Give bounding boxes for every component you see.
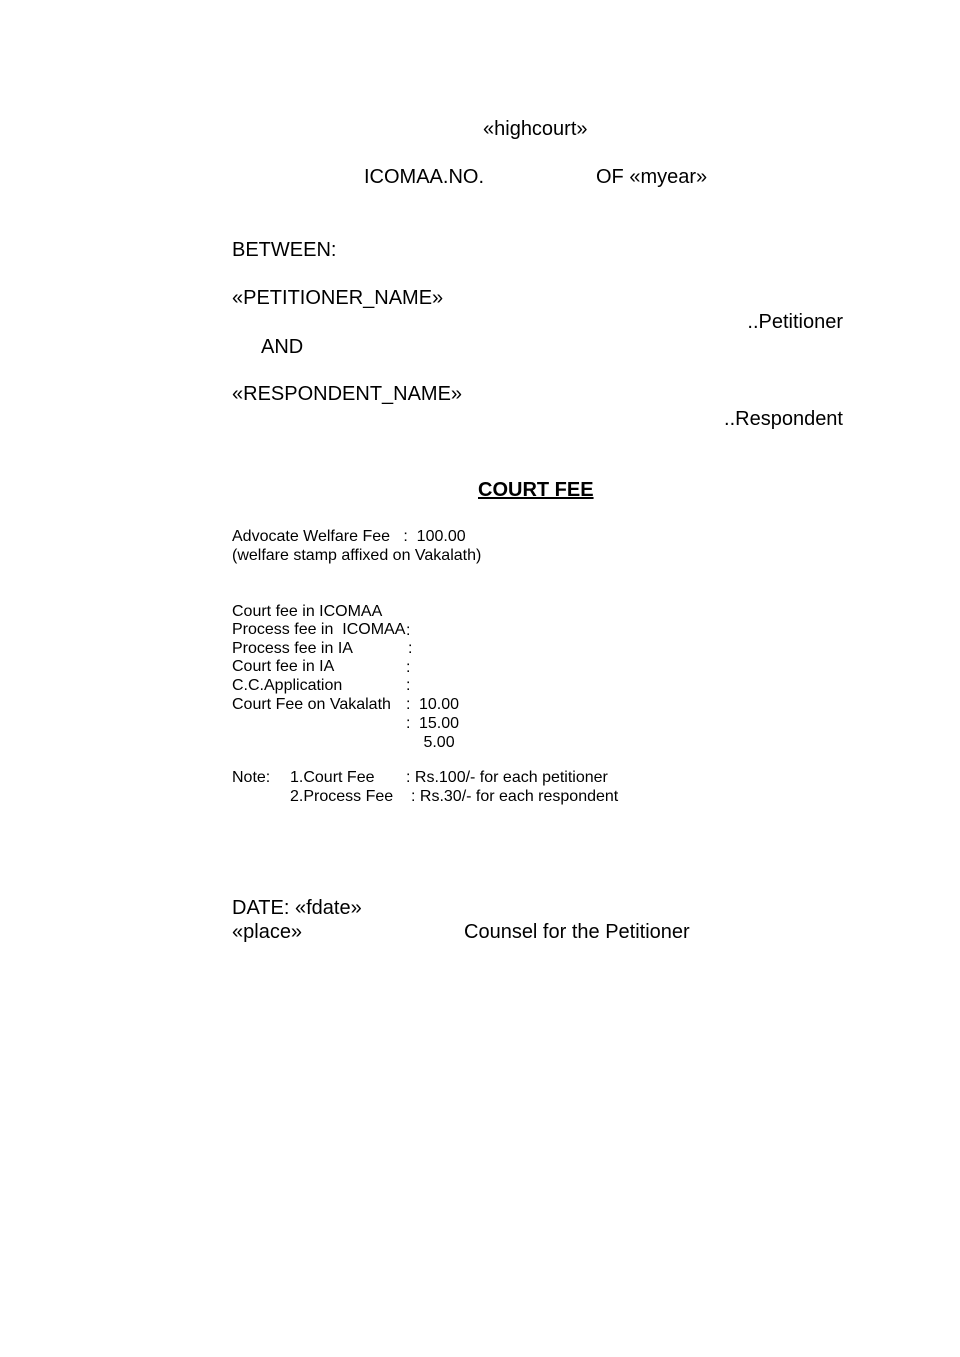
fee-label: Process fee in ICOMAA	[232, 621, 406, 638]
fee-label: Court fee in ICOMAA	[232, 603, 383, 620]
note-item-process-fee: 2.Process Fee	[290, 788, 394, 805]
fee-label: Process fee in IA	[232, 640, 353, 657]
fee-separator: :	[406, 622, 411, 639]
fee-value: 5.00	[419, 734, 455, 751]
fee-separator: :	[406, 677, 411, 694]
petitioner-role: ..Petitioner	[747, 311, 843, 333]
between-label: BETWEEN:	[232, 239, 337, 261]
petitioner-name: «PETITIONER_NAME»	[232, 287, 444, 309]
fee-label: Court Fee on Vakalath	[232, 696, 391, 713]
fee-value: 10.00	[419, 696, 460, 713]
note-label: Note:	[232, 769, 271, 786]
court-name: «highcourt»	[483, 118, 588, 140]
date-line: DATE: «fdate»	[232, 897, 362, 919]
place-line: «place»	[232, 921, 303, 943]
respondent-role: ..Respondent	[724, 408, 843, 430]
note-text-process-fee: : Rs.30/- for each respondent	[411, 788, 619, 805]
fee-label: Court fee in IA	[232, 658, 335, 675]
fee-separator: :	[406, 715, 411, 732]
counsel-signature: Counsel for the Petitioner	[464, 921, 690, 943]
welfare-fee-line: Advocate Welfare Fee : 100.00	[232, 528, 466, 545]
fee-value: 15.00	[419, 715, 460, 732]
and-label: AND	[261, 336, 304, 358]
case-year: OF «myear»	[596, 166, 708, 188]
welfare-fee-note: (welfare stamp affixed on Vakalath)	[232, 547, 482, 564]
respondent-name: «RESPONDENT_NAME»	[232, 383, 463, 405]
fee-separator: :	[406, 659, 411, 676]
case-number-label: ICOMAA.NO.	[364, 166, 485, 188]
fee-label: C.C.Application	[232, 677, 343, 694]
fee-separator: :	[406, 696, 411, 713]
document-title: COURT FEE	[478, 479, 594, 501]
fee-separator: :	[408, 640, 413, 657]
note-text-court-fee: : Rs.100/- for each petitioner	[406, 769, 608, 786]
note-item-court-fee: 1.Court Fee	[290, 769, 375, 786]
